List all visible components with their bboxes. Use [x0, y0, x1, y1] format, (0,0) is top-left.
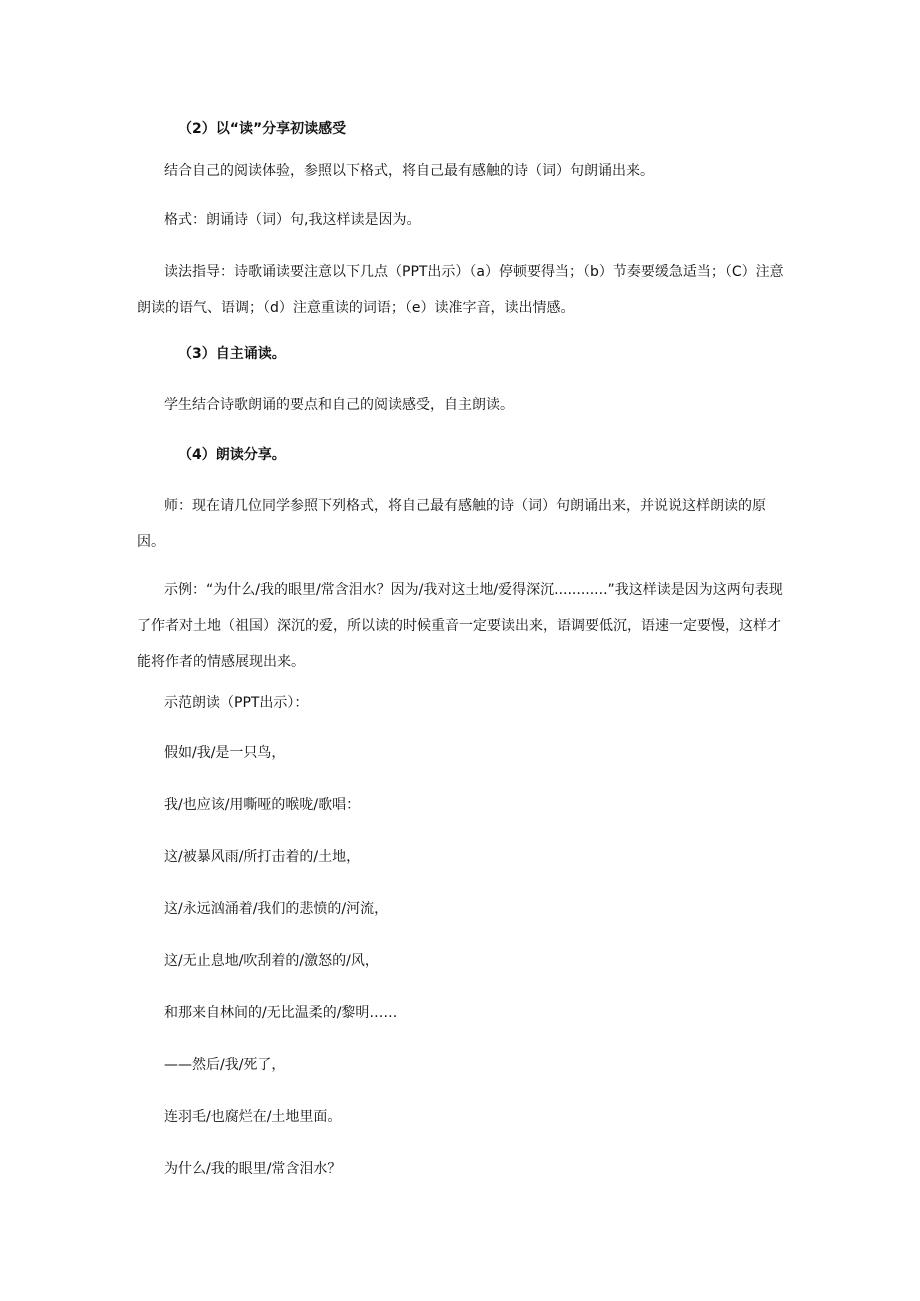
section-4-heading: （4）朗读分享。 — [178, 447, 286, 463]
poem-line: 这/被暴风雨/所打击着的/土地， — [164, 849, 361, 865]
section-2-heading: （2）以“读”分享初读感受 — [178, 121, 347, 137]
paragraph-format: 格式：朗诵诗（词）句,我这样读是因为。 — [164, 212, 421, 228]
paragraph-demo: 示范朗读（PPT出示）： — [164, 695, 309, 711]
poem-line: 这/无止息地/吹刮着的/激怒的/风， — [164, 953, 379, 969]
poem-line: 我/也应该/用嘶哑的喉咙/歌唱： — [164, 797, 361, 813]
section-3-heading: （3）自主诵读。 — [178, 346, 286, 362]
poem-line: 和那来自林间的/无比温柔的/黎明…… — [164, 1005, 398, 1021]
poem-line: 为什么/我的眼里/常含泪水？ — [164, 1161, 342, 1177]
paragraph-example: 示例：“为什么/我的眼里/常含泪水？因为/我对这土地/爱得深沉............”我这样读是因为这两句表现了作者对土地（祖国）深沉的爱，所以读的时候重音一定要读出来，语调要低沉，语速一定要慢，这样才能将作者的情感展现出来。 — [137, 582, 783, 670]
poem-line: 连羽毛/也腐烂在/土地里面。 — [164, 1109, 342, 1125]
poem-line: 这/永远汹涌着/我们的悲愤的/河流， — [164, 901, 389, 917]
paragraph-teacher: 师：现在请几位同学参照下列格式，将自己最有感触的诗（词）句朗诵出来，并说说这样朗读的原因。 — [137, 498, 766, 550]
paragraph-combine: 结合自己的阅读体验，参照以下格式，将自己最有感触的诗（词）句朗诵出来。 — [164, 163, 654, 179]
poem-line: 假如/我/是一只鸟， — [164, 745, 286, 761]
poem-line: ——然后/我/死了， — [164, 1057, 286, 1073]
paragraph-students: 学生结合诗歌朗诵的要点和自己的阅读感受，自主朗读。 — [164, 397, 514, 413]
paragraph-guidance: 读法指导：诗歌诵读要注意以下几点（PPT出示）（a）停顿要得当；（b）节奏要缓急适当；（C）注意朗读的语气、语调；（d）注意重读的词语；（e）读准字音，读出情感。 — [137, 264, 784, 316]
